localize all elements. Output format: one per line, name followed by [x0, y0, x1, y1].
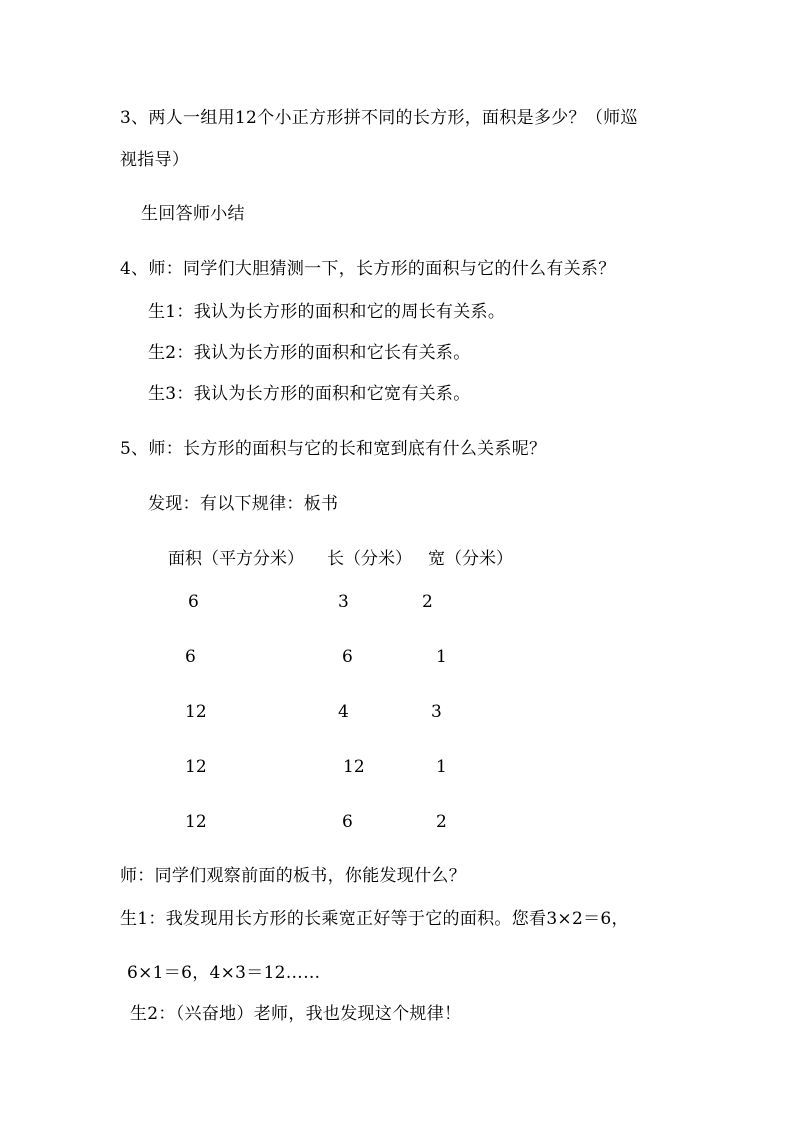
student-1-discovery-line-1: 生1：我发现用长方形的长乘宽正好等于它的面积。您看3×2＝6，	[120, 909, 629, 929]
paragraph-4-question: 4、师：同学们大胆猜测一下，长方形的面积与它的什么有关系？	[120, 259, 616, 279]
table-cell-width: 2	[436, 812, 447, 832]
table-cell-length: 6	[342, 812, 353, 832]
table-header-length: 长（分米）	[327, 549, 412, 569]
teacher-observe-question: 师：同学们观察前面的板书，你能发现什么？	[120, 866, 466, 886]
table-cell-length: 3	[338, 592, 349, 612]
table-cell-length: 12	[343, 757, 365, 777]
table-cell-length: 6	[342, 647, 353, 667]
table-cell-area: 6	[185, 647, 196, 667]
student-answer-summary: 生回答师小结	[141, 204, 245, 224]
student-1-answer: 生1：我认为长方形的面积和它的周长有关系。	[148, 302, 506, 322]
table-cell-width: 3	[431, 702, 442, 722]
table-cell-area: 12	[185, 812, 207, 832]
student-2-answer: 生2：我认为长方形的面积和它长有关系。	[148, 343, 471, 363]
student-2-excited-reply: 生2：（兴奋地）老师，我也发现这个规律！	[130, 1004, 462, 1024]
table-cell-width: 1	[436, 757, 447, 777]
discovery-line: 发现：有以下规律：板书	[148, 494, 339, 514]
table-cell-length: 4	[338, 702, 349, 722]
table-header-area: 面积（平方分米）	[168, 549, 304, 569]
table-cell-area: 12	[185, 702, 207, 722]
table-cell-area: 6	[188, 592, 199, 612]
table-cell-width: 2	[422, 592, 433, 612]
table-cell-width: 1	[436, 647, 447, 667]
student-3-answer: 生3：我认为长方形的面积和它宽有关系。	[148, 384, 471, 404]
paragraph-3-line-2: 视指导）	[120, 150, 190, 170]
paragraph-5-question: 5、师：长方形的面积与它的长和宽到底有什么关系呢？	[120, 439, 547, 459]
paragraph-3-line-1: 3、两人一组用12个小正方形拼不同的长方形，面积是多少？（师巡	[120, 108, 638, 128]
student-1-discovery-line-2: 6×1＝6，4×3＝12……	[127, 963, 321, 983]
table-header-width: 宽（分米）	[428, 549, 513, 569]
table-cell-area: 12	[185, 757, 207, 777]
